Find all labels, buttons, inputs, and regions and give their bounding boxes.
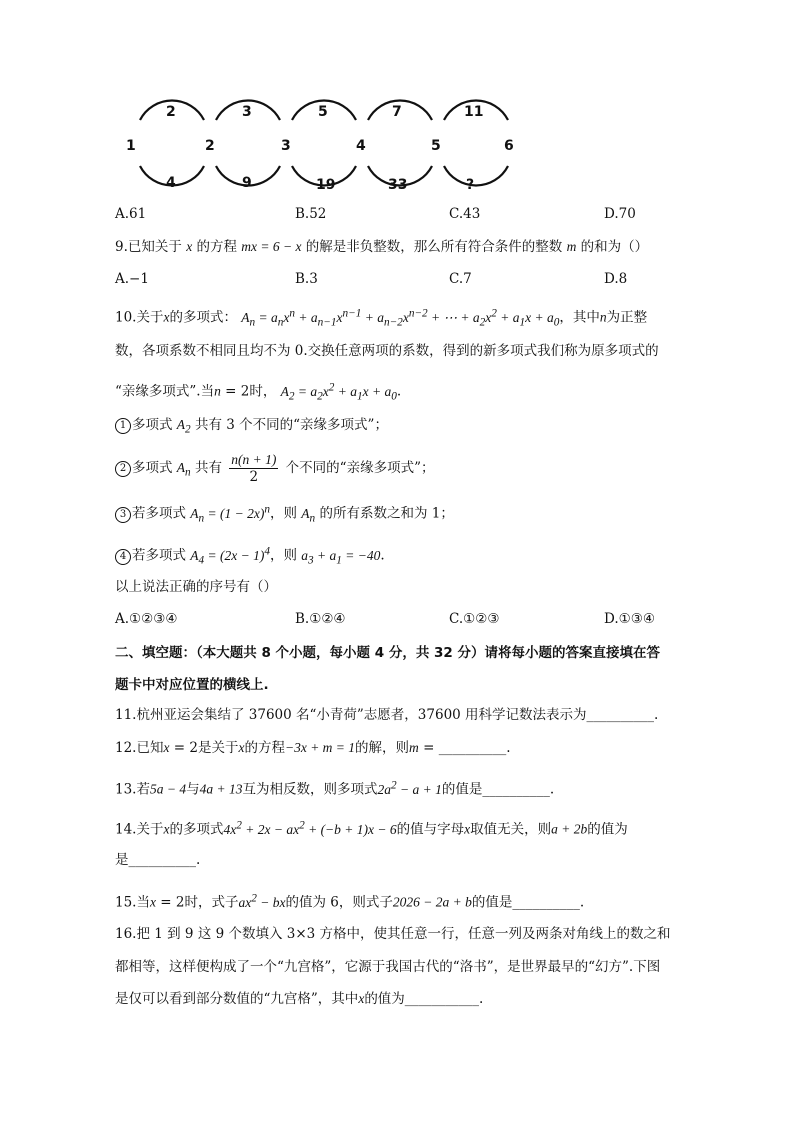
q13: 13.若5a − 4与4a + 13互为相反数，则多项式$2a^2 - a + 1$的值是__________.: [115, 779, 555, 798]
q10-statement-4: 4 若多项式 $A_4 = (2x - 1)^4$，则 $a_3 + a_1 = -40$.: [115, 542, 385, 569]
q10-statement-3: 3 若多项式 $A_n = (1 - 2x)^n$，则 $A_n$ 的所有系数之和为 1；: [115, 500, 454, 527]
q9-option-a: A.−1: [115, 271, 149, 287]
q8-option-a: A.61: [115, 206, 147, 222]
section-2-heading-line-1: 二、填空题：（本大题共 8 个小题，每小题 4 分，共 32 分）请将每小题的答案直接填在答: [115, 645, 661, 661]
q14-line-1: 14.关于x的多项式$4x^2 + 2x - ax^2 + (-b + 1)x - 6$的值与字母x取值无关，则a + 2b的值为: [115, 819, 628, 838]
q10-option-b: B.①②④: [295, 611, 346, 627]
fig-top-5: 11: [464, 104, 484, 120]
q16-line-1: 16.把 1 到 9 这 9 个数填入 3×3 方格中，使其任意一行，任意一列及两条对角线上的数之和: [115, 926, 671, 942]
fig-top-4: 7: [392, 104, 402, 120]
q10-statement-2: 2 多项式 $A_n$ 共有 $\frac{n(n + 1)}{2}$ 个不同的“亲缘多项式”；: [115, 452, 434, 485]
fig-top-2: 3: [242, 104, 252, 120]
q14-line-2: 是__________.: [115, 852, 201, 868]
q10-option-c: C.①②③: [449, 611, 500, 627]
arc-bottom-5: [444, 166, 508, 186]
q12: 12.已知x = 2是关于x的方程−3x + m = 1的解，则m = __________.: [115, 740, 511, 756]
fig-top-3: 5: [318, 104, 328, 120]
q10-ask: 以上说法正确的序号有（）: [115, 579, 277, 595]
section-2-heading-line-2: 题卡中对应位置的横线上.: [115, 677, 269, 693]
fig-bottom-2: 9: [242, 175, 252, 191]
fig-bottom-5: ?: [466, 177, 475, 193]
fig-bottom-4: 33: [388, 177, 408, 193]
q8-option-b: B.52: [295, 206, 327, 222]
fig-top-1: 2: [166, 104, 176, 120]
q9-stem: 9.已知关于 x 的方程 mx = 6 − x 的解是非负整数，那么所有符合条件的整数 m 的和为（）: [115, 239, 649, 255]
fig-junction-1: 2: [205, 138, 215, 154]
q10-statement-1: 1 多项式 $A_2$ 共有 3 个不同的“亲缘多项式”；: [115, 416, 388, 439]
q11: 11.杭州亚运会集结了 37600 名“小青荷”志愿者，37600 用科学记数法表示为__________.: [115, 707, 659, 723]
fig-bottom-3: 19: [316, 177, 336, 193]
q10-line-3: “亲缘多项式”.当n = 2时， $A_2 = a_2x^2 + a_1x + a_0$.: [115, 381, 402, 403]
fig-junction-3: 4: [356, 138, 366, 154]
fig-left: 1: [126, 138, 136, 154]
q15: 15.当x = 2时，式子$ax^2$ − bx的值为 6，则式子2026 − 2a + b的值是__________.: [115, 892, 585, 911]
q16-line-2: 都相等，这样便构成了一个“九宫格”，它源于我国古代的“洛书”，是世界最早的“幻方”.下图: [115, 959, 661, 975]
fig-junction-2: 3: [281, 138, 291, 154]
fig-right: 6: [504, 138, 514, 154]
q9-option-b: B.3: [295, 271, 318, 287]
q10-option-a: A.①②③④: [115, 611, 178, 627]
fig-junction-4: 5: [431, 138, 441, 154]
q10-line-1: 10.关于x的多项式： $A_n = a_nx^n + a_{n-1}x^{n-1} + a_{n-2}x^{n-2}$ + ⋯ + $a_2x^2 + a_1x + a_0$，其中n为正整: [115, 307, 648, 329]
number-circle-chain-figure: [0, 90, 794, 290]
q16-line-3: 是仅可以看到部分数值的“九宫格”，其中x的值为___________.: [115, 991, 484, 1007]
q9-option-d: D.8: [604, 271, 628, 287]
q10-line-2: 数，各项系数不相同且均不为 0.交换任意两项的系数，得到的新多项式我们称为原多项式的: [115, 343, 659, 359]
q8-option-c: C.43: [449, 206, 481, 222]
q10-option-d: D.①③④: [604, 611, 655, 627]
fig-bottom-1: 4: [166, 175, 176, 191]
q9-option-c: C.7: [449, 271, 472, 287]
q8-option-d: D.70: [604, 206, 636, 222]
